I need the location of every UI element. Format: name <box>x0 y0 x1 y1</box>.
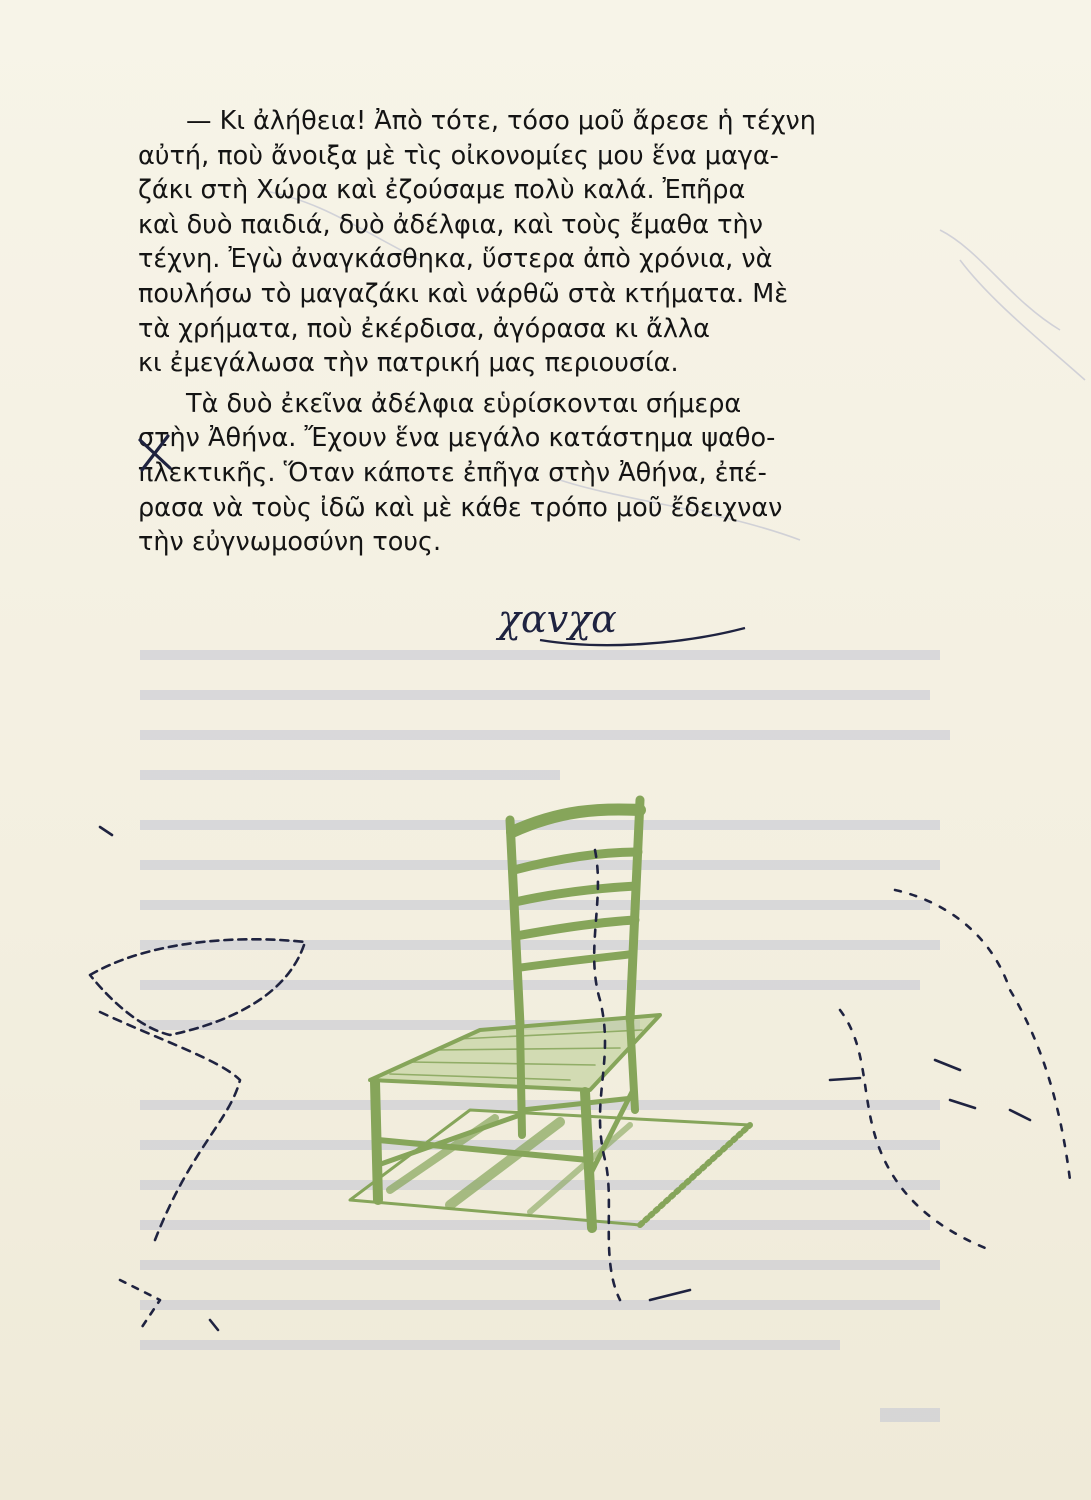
text-line: ρασα νὰ τοὺς ἰδῶ καὶ μὲ κάθε τρόπο μοῦ ἔδειχναν <box>138 492 783 523</box>
doodle-dash <box>935 1060 1030 1120</box>
doodle-dash <box>100 827 112 835</box>
text-line: αὐτή, ποὺ ἄνοιξα μὲ τὶς οἰκονομίες μου ἕνα μαγα- <box>138 140 779 171</box>
doodle-dash <box>650 1290 690 1300</box>
text-line: ζάκι στὴ Χώρα καὶ ἐζούσαμε πολὺ καλά. Ἐπῆρα <box>138 175 746 206</box>
text-line: στὴν Ἀθήνα. Ἔχουν ἕνα μεγάλο κατάστημα ψαθο- <box>138 423 776 454</box>
text-line: κι ἐμεγάλωσα τὴν πατρική μας περιουσία. <box>138 348 679 379</box>
text-line: τὴν εὐγνωμοσύνη τους. <box>138 527 442 558</box>
text-line: πλεκτικῆς. Ὅταν κάποτε ἐπῆγα στὴν Ἀθήνα, ἐπέ- <box>138 457 767 488</box>
text-line: Τὰ δυὸ ἐκεῖνα ἀδέλφια εὑρίσκονται σήμερα <box>186 388 742 419</box>
margin-x-mark <box>140 436 170 470</box>
doodle-dashed-curve <box>840 1010 990 1250</box>
text-line: — Κι ἀλήθεια! Ἀπὸ τότε, τόσο μοῦ ἄρεσε ἡ τέχνη <box>186 106 816 136</box>
doodle-dash <box>830 1078 860 1080</box>
doodle-dashed-curve <box>895 890 1070 1180</box>
doodle-dashed-curve <box>594 850 620 1300</box>
text-line: τὰ χρήματα, ποὺ ἐκέρδισα, ἀγόρασα κι ἄλλα <box>138 313 710 344</box>
doodle-bowl-stem <box>100 1012 240 1240</box>
doodle-dash <box>210 1320 218 1330</box>
doodle-bowl-base <box>120 1280 160 1330</box>
text-line: πουλήσω τὸ μαγαζάκι καὶ νάρθῶ στὰ κτήματα. Μὲ <box>138 278 789 309</box>
text-line: καὶ δυὸ παιδιά, δυὸ ἀδέλφια, καὶ τοὺς ἔμαθα τὴν <box>138 209 763 240</box>
doodle-bowl <box>90 939 305 1035</box>
handwritten-scribble: χαvχα <box>498 597 617 641</box>
text-line: τέχνη. Ἐγὼ ἀναγκάσθηκα, ὕστερα ἀπὸ χρόνια, νὰ <box>138 244 773 275</box>
